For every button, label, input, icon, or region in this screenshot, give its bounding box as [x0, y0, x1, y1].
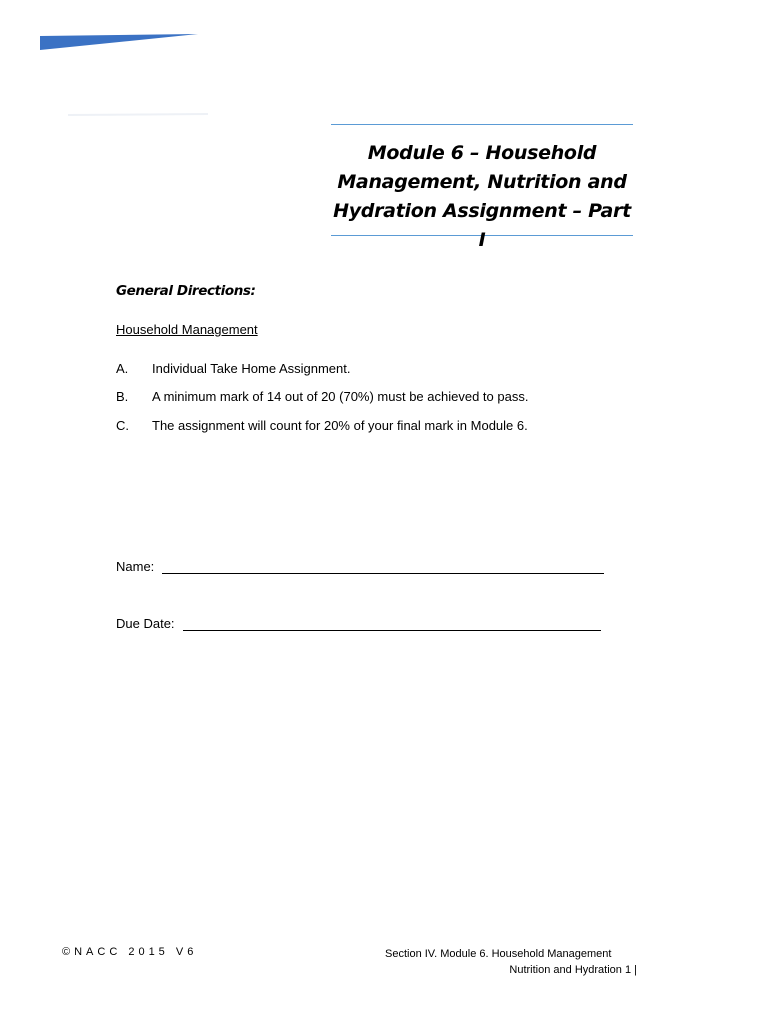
list-item-letter: B. [116, 389, 129, 404]
document-title: Module 6 – Household Management, Nutrition and Hydration Assignment – Part I [333, 142, 631, 251]
name-line[interactable] [162, 559, 604, 574]
footer-section-line1: Section IV. Module 6. Household Management [385, 948, 612, 960]
list-item-text: Individual Take Home Assignment. [152, 361, 351, 376]
name-label: Name: [116, 559, 155, 574]
due-date-field[interactable] [116, 616, 601, 631]
list-item-letter: A. [116, 361, 129, 376]
logo-faint-line [68, 112, 208, 118]
logo-wedge-shape [40, 34, 200, 52]
due-date-label: Due Date: [116, 616, 175, 631]
name-field[interactable] [116, 559, 604, 574]
footer-section-line2: Nutrition and Hydration 1 | [509, 964, 637, 976]
footer-copyright: ©NACC 2015 V6 [62, 946, 198, 958]
list-item [116, 361, 350, 376]
title-block [331, 124, 633, 251]
general-directions-heading: General Directions: [116, 283, 256, 299]
footer-section [385, 946, 637, 978]
due-date-line[interactable] [183, 616, 601, 631]
household-management-subheading: Household Management [116, 322, 258, 337]
list-item [116, 418, 528, 433]
list-item-text: The assignment will count for 20% of your final mark in Module 6. [152, 418, 528, 433]
list-item-letter: C. [116, 418, 129, 433]
list-item-text: A minimum mark of 14 out of 20 (70%) must be achieved to pass. [152, 389, 529, 404]
list-item [116, 389, 528, 404]
